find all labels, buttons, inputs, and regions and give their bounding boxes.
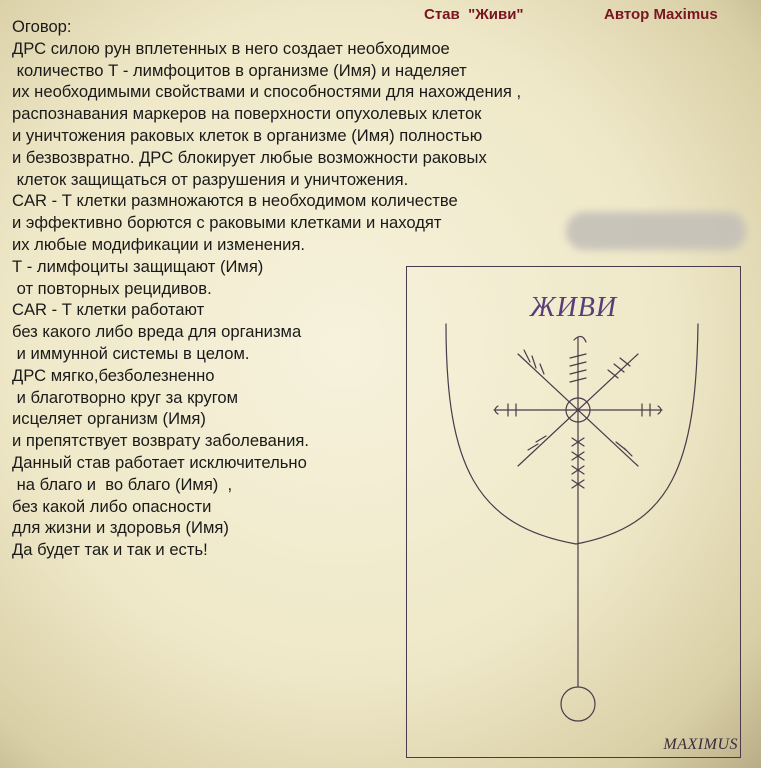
text-line: от повторных рецидивов. — [12, 278, 212, 298]
text-line: количество Т - лимфоцитов в организме (Имя) и наделяет — [12, 60, 467, 80]
text-line: их любые модификации и изменения. — [12, 234, 306, 254]
rune-drawing — [406, 266, 741, 758]
text-line: CAR - Т клетки работают — [12, 300, 205, 320]
maximus-signature: MAXIMUS — [663, 736, 738, 753]
text-line: Т - лимфоциты защищают (Имя) — [12, 256, 264, 276]
text-line: Да будет так и так и есть! — [12, 540, 208, 560]
text-line: их необходимыми свойствами и способностями для нахождения , — [12, 82, 522, 102]
text-line: Оговор: — [12, 17, 72, 36]
author-label: Автор Maximus — [604, 6, 718, 23]
blurred-watermark — [566, 212, 746, 250]
text-line: и безвозвратно. ДРС блокирует любые возможности раковых — [12, 147, 487, 167]
text-line: для жизни и здоровья (Имя) — [12, 518, 229, 538]
bottom-circle — [561, 687, 595, 721]
text-line: без какой либо опасности — [12, 496, 212, 516]
text-line: распознавания маркеров на поверхности опухолевых клеток — [12, 104, 482, 124]
stav-title: Став "Живи" — [424, 6, 524, 23]
text-line: на благо и во благо (Имя) , — [12, 474, 233, 494]
top-arc — [574, 336, 586, 342]
text-line: клеток защищаться от разрушения и уничтожения. — [12, 169, 409, 189]
text-line: и препятствует возврату заболевания. — [12, 431, 309, 451]
text-line: без какого либо вреда для организма — [12, 322, 302, 342]
text-line: исцеляет организм (Имя) — [12, 409, 206, 429]
text-line: Данный став работает исключительно — [12, 452, 307, 472]
text-line: CAR - Т клетки размножаются в необходимом количестве — [12, 191, 458, 211]
text-line: и иммунной системы в целом. — [12, 343, 250, 363]
text-line: и благотворно круг за кругом — [12, 387, 239, 407]
rune-title: ЖИВИ — [529, 292, 618, 323]
text-line: и уничтожения раковых клеток в организме (Имя) полностью — [12, 125, 483, 145]
text-line: ДРС силою рун вплетенных в него создает необходимое — [12, 38, 450, 58]
text-line: ДРС мягко,безболезненно — [12, 365, 215, 385]
text-line: и эффективно борются с раковыми клетками и находят — [12, 213, 442, 233]
